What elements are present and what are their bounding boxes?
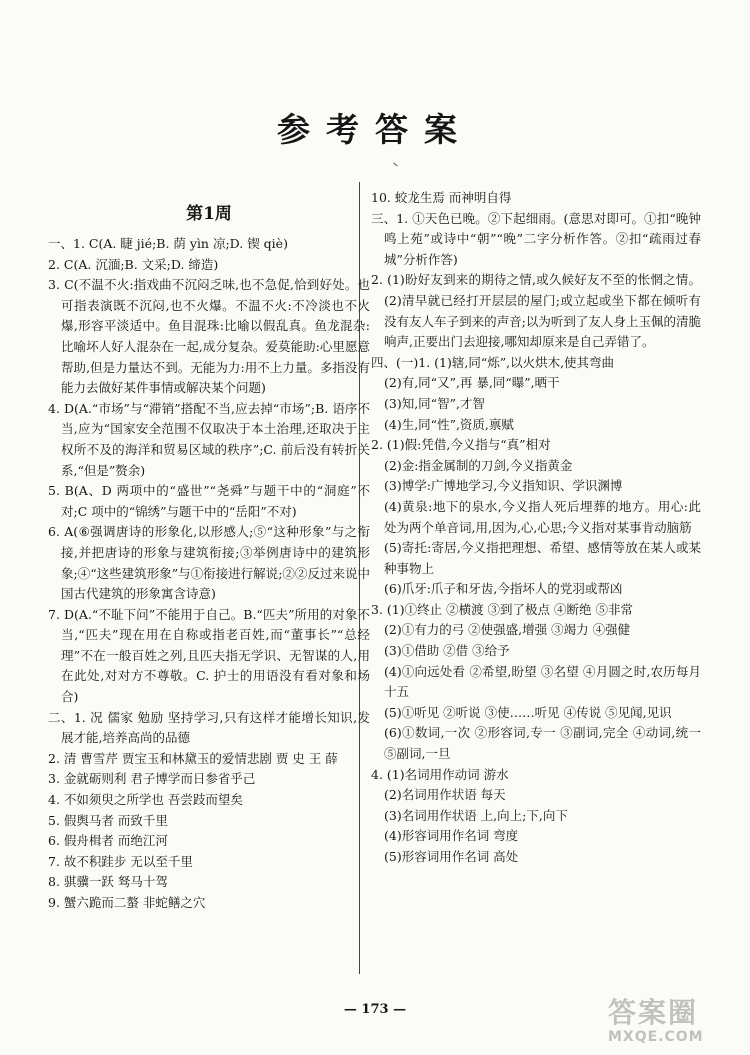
answer-item: (3)名词用作状语 上,向上;下,向下 xyxy=(384,807,568,823)
answer-item: (5)形容词用作名词 高处 xyxy=(384,849,519,864)
page-title: 参考答案 xyxy=(277,110,473,149)
answer-item: 8. 骐骥一跃 驽马十驾 xyxy=(48,874,168,890)
left-column xyxy=(48,188,370,914)
answer-item: (2)有,同“又”,再 暴,同“曝”,晒干 xyxy=(384,375,560,391)
answer-item: 2. (1)盼好友到来的期待之情,或久候好友不至的怅惘之情。(2)清早就已经打开层层的屋门;或立起或坐下都在倾听有没有友人车子到来的声音;以为听到了友人身上玉佩的清脆响声,正要出门去迎接,哪知却原来是自己弄错了。 xyxy=(371,272,701,350)
watermark-url: MXQE.COM xyxy=(608,1029,704,1045)
answer-item: (4)黄泉:地下的泉水,今义指人死后埋葬的地方。用心:此处为两个单音词,用,因为,心,心思;今义指对某事肯动脑筋 xyxy=(384,498,701,535)
answer-item: (4)生,同“性”,资质,禀赋 xyxy=(384,416,514,432)
answer-item: (4)形容词用作名词 弯度 xyxy=(384,828,519,844)
answer-item: 二、1. 况 儒家 勉励 坚持学习,只有这样才能增长知识,发展才能,培养高尚的品德 xyxy=(48,709,370,746)
answer-item: 6. A(⑥强调唐诗的形象化,以形感人;⑤“这种形象”与之衔接,并把唐诗的形象与建筑衔接;③举例唐诗中的建筑形象;④“这些建筑形象”与①衔接进行解说;②②反过来说中国古代建筑的形象寓含诗意) xyxy=(48,524,370,602)
page-number: — 173 — xyxy=(343,1002,407,1017)
answer-item: 7. 故不积跬步 无以至千里 xyxy=(48,853,193,869)
answer-item: (2)名词用作状语 每天 xyxy=(384,787,506,803)
answer-item: 2. C(A. 沉湎;B. 文采;D. 缔造) xyxy=(48,256,219,272)
watermark-text: 答案圈 xyxy=(608,996,699,1029)
answer-item: (6)①数词,一次 ②形容词,专一 ③副词,完全 ④动词,统一 ⑤副词,一旦 xyxy=(384,725,701,762)
answer-item: 一、1. C(A. 睫 jié;B. 荫 yìn 凉;D. 锲 qiè) xyxy=(48,236,288,251)
answer-item: 3. (1)①终止 ②横渡 ③到了极点 ④断绝 ⑤非常 xyxy=(371,601,634,617)
decorative-mark xyxy=(393,163,397,167)
week-heading: 第1周 xyxy=(186,204,232,224)
answer-item: 四、(一)1. (1)辖,同“烁”,以火烘木,使其弯曲 xyxy=(371,354,615,370)
answer-item: (6)爪牙:爪子和牙齿,今指坏人的党羽或帮凶 xyxy=(384,581,623,597)
answer-item: (4)①向远处看 ②希望,盼望 ③名望 ④月圆之时,农历每月十五 xyxy=(384,663,701,700)
answer-item: 2. (1)假:凭借,今义指与“真”相对 xyxy=(371,437,551,453)
answer-item: 10. 蛟龙生焉 而神明自得 xyxy=(371,190,512,205)
answer-item: (2)①有力的弓 ②使强盛,增强 ③竭力 ④强健 xyxy=(384,622,631,638)
answer-item: 6. 假舟楫者 而绝江河 xyxy=(48,833,168,849)
answer-item: 2. 清 曹雪芹 贾宝玉和林黛玉的爱情悲剧 贾 史 王 薛 xyxy=(48,750,338,766)
answer-item: 4. (1)名词用作动词 游水 xyxy=(371,766,509,782)
answer-item: 3. 金就砺则利 君子博学而日参省乎己 xyxy=(48,771,256,787)
right-column xyxy=(371,188,701,868)
answer-item: 7. D(A.“不耻下问”不能用于自己。B.“匹夫”所用的对象不当,“匹夫”现在用在自称或指老百姓,而“董事长”“总经理”不在一般百姓之列,且匹夫指无学识、无智谋的人,用在此处,对对方不尊敬。C. 护士的用语没有看对象和场合) xyxy=(48,606,370,705)
answer-item: 三、1. ①天色已晚。②下起细雨。(意思对即可。①扣“晚钟鸣上苑”或诗中“朝”“晚”二字分析作答。②扣“疏雨过春城”分析作答) xyxy=(371,210,701,267)
watermark-logo xyxy=(608,997,738,1049)
answer-item: (3)①借助 ②借 ③给予 xyxy=(384,643,510,659)
answer-item: (2)金:指金属制的刀剑,今义指黄金 xyxy=(384,457,573,473)
answer-item: 3. C(不温不火:指戏曲不沉闷乏味,也不急促,恰到好处。也可指表演既不沉闷,也不火爆。不温不火:不冷淡也不火爆,形容平淡适中。鱼目混珠:比喻以假乱真。鱼龙混杂:比喻坏人好人混杂在一起,成分复杂。爱莫能助:心里愿意帮助,但是力量达不到。无能为力:用不上力量。多指没有能力去做好某件事情或解决某个问题) xyxy=(48,277,370,396)
answer-item: 4. D(A.“市场”与“滞销”搭配不当,应去掉“市场”;B. 语序不当,应为“国家安全范围不仅取决于本土治理,还取决于主权所不及的海洋和贸易区域的秩序”;C. 前后没有转折关系,“但是”赘余) xyxy=(48,400,370,478)
answer-item: (3)知,同“智”,才智 xyxy=(384,395,485,411)
answer-item: 9. 蟹六跪而二螯 非蛇鳝之穴 xyxy=(48,895,206,910)
answer-item: (3)博学:广博地学习,今义指知识、学识渊博 xyxy=(384,478,623,494)
answer-item: (5)寄托:寄居,今义指把理想、希望、感情等放在某人或某种事物上 xyxy=(384,540,701,576)
answer-item: 4. 不如须臾之所学也 吾尝跂而望矣 xyxy=(48,792,243,808)
answer-item: (5)①听见 ②听说 ③使……听见 ④传说 ⑤见闻,见识 xyxy=(384,704,672,720)
answer-item: 5. 假舆马者 而致千里 xyxy=(48,812,168,828)
answer-item: 5. B(A、D 两项中的“盛世”“尧舜”与题干中的“洞庭”不对;C 项中的“锦绣”与题干中的“岳阳”不对) xyxy=(48,483,370,519)
